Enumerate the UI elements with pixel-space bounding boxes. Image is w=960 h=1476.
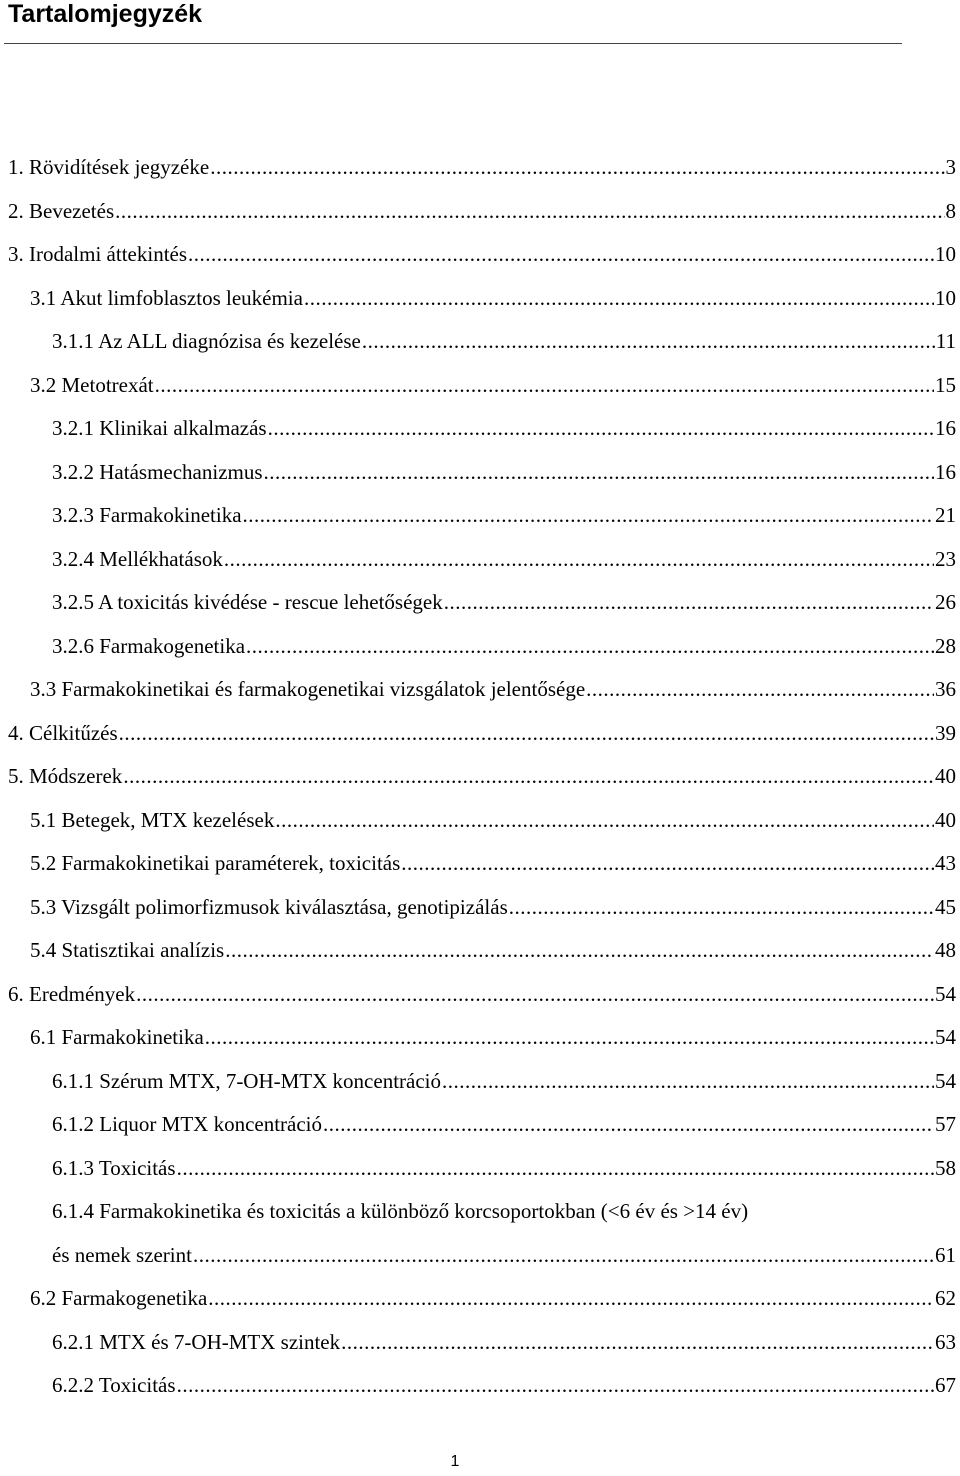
toc-entry-title: 6.2.1 MTX és 7-OH-MTX szintek: [52, 1329, 341, 1354]
toc-entry-page-number: 45: [935, 894, 956, 919]
toc-entry-page-number: 28: [935, 633, 956, 658]
toc-entry-page-number: 10: [935, 285, 956, 310]
toc-entry-page-number: 57: [935, 1112, 956, 1136]
toc-entry-title: 3.2.1 Klinikai alkalmazás: [52, 416, 267, 440]
toc-entry-title: 6.1.2 Liquor MTX koncentráció: [52, 1112, 323, 1136]
toc-dot-leader: [304, 277, 934, 321]
toc-dot-leader: [509, 886, 934, 930]
toc-entry-title: 3. Irodalmi áttekintés: [8, 242, 188, 266]
toc-entry[interactable]: [8, 233, 956, 277]
toc-entry-page-number: 54: [935, 1068, 956, 1093]
toc-entry-page-number: 67: [935, 1373, 956, 1397]
toc-entry[interactable]: [52, 625, 956, 669]
toc-entry[interactable]: [30, 1277, 956, 1321]
page-number: 1: [450, 1453, 460, 1470]
toc-entry-page-number: 16: [935, 416, 956, 440]
toc-entry[interactable]: [30, 668, 956, 712]
toc-entry-title: 6.1.4 Farmakokinetika és toxicitás a különböző korcsoportokban (<6 év és >14 év): [52, 1199, 749, 1223]
toc-entry[interactable]: [30, 364, 956, 408]
toc-heading: Tartalomjegyzék: [8, 0, 203, 28]
toc-dot-leader: [177, 1364, 934, 1408]
toc-entry-page-number: 15: [935, 372, 956, 397]
toc-entry[interactable]: [30, 929, 956, 973]
toc-entry-title: 6.2.2 Toxicitás: [52, 1373, 176, 1397]
toc-entry-title: 1. Rövidítések jegyzéke: [8, 155, 210, 179]
toc-entry[interactable]: [8, 146, 956, 190]
toc-dot-leader: [225, 929, 934, 973]
toc-entry-title: 3.2.5 A toxicitás kivédése - rescue lehetőségek: [52, 590, 443, 614]
toc-entry-title: 3.2.3 Farmakokinetika: [52, 503, 242, 527]
toc-entry-page-number: 10: [935, 242, 956, 266]
toc-dot-leader: [115, 190, 944, 234]
toc-entry-title: 3.2.6 Farmakogenetika: [52, 633, 246, 658]
toc-entry[interactable]: [52, 1190, 956, 1234]
toc-dot-leader: [136, 973, 934, 1017]
toc-entry-page-number: 8: [945, 198, 956, 223]
toc-entry[interactable]: [8, 712, 956, 756]
toc-entry-title: és nemek szerint: [52, 1242, 192, 1267]
toc-dot-leader: [586, 668, 934, 712]
toc-entry[interactable]: [8, 973, 956, 1017]
toc-dot-leader: [155, 364, 934, 408]
toc-dot-leader: [323, 1103, 934, 1147]
toc-entry-title: 3.2.4 Mellékhatások: [52, 546, 223, 571]
toc-entry[interactable]: [52, 538, 956, 582]
toc-dot-leader: [119, 712, 934, 756]
toc-entry[interactable]: [30, 1016, 956, 1060]
toc-entry-page-number: 39: [935, 720, 956, 745]
toc-entry-page-number: 63: [935, 1329, 956, 1354]
toc-dot-leader: [401, 842, 934, 886]
toc-entry-title: 6. Eredmények: [8, 981, 136, 1006]
toc-entry-title: 3.3 Farmakokinetikai és farmakogenetikai vizsgálatok jelentősége: [30, 677, 586, 701]
toc-entry[interactable]: [52, 407, 956, 451]
toc-dot-leader: [362, 320, 935, 364]
toc-dot-leader: [224, 538, 934, 582]
toc-entry-title: 6.2 Farmakogenetika: [30, 1286, 208, 1310]
toc-entry[interactable]: [52, 320, 956, 364]
toc-entry-page-number: 36: [935, 677, 956, 701]
toc-entry-page-number: 23: [935, 546, 956, 571]
toc-dot-leader: [188, 233, 934, 277]
toc-entry-page-number: 54: [935, 981, 956, 1006]
toc-entry[interactable]: [52, 1321, 956, 1365]
toc-entry[interactable]: [52, 581, 956, 625]
toc-entry[interactable]: [52, 451, 956, 495]
toc-entry-title: 3.2 Metotrexát: [30, 372, 154, 397]
toc-dot-leader: [208, 1277, 934, 1321]
toc-entry-page-number: 58: [935, 1155, 956, 1180]
toc-entry[interactable]: [30, 842, 956, 886]
toc-entry[interactable]: [52, 1234, 956, 1278]
toc-entry[interactable]: [52, 494, 956, 538]
toc-entry-page-number: 62: [935, 1286, 956, 1310]
toc-entry[interactable]: [30, 277, 956, 321]
toc-dot-leader: [442, 1060, 934, 1104]
toc-dot-leader: [268, 407, 934, 451]
toc-entry-page-number: 54: [935, 1025, 956, 1049]
toc-dot-leader: [341, 1321, 934, 1365]
heading-divider: [4, 43, 902, 44]
toc-entry[interactable]: [52, 1147, 956, 1191]
toc-entry-title: 5.4 Statisztikai analízis: [30, 938, 225, 962]
toc-entry-title: 6.1.3 Toxicitás: [52, 1155, 176, 1180]
toc-entry[interactable]: [30, 799, 956, 843]
toc-entry-page-number: 61: [935, 1242, 956, 1267]
toc-entry-page-number: 3: [945, 155, 956, 179]
toc-dot-leader: [205, 1016, 934, 1060]
toc-entry-title: 6.1.1 Szérum MTX, 7-OH-MTX koncentráció: [52, 1068, 441, 1093]
toc-entry-title: 3.1 Akut limfoblasztos leukémia: [30, 285, 303, 310]
toc-dot-leader: [246, 625, 934, 669]
toc-entry-page-number: 40: [935, 807, 956, 832]
toc-dot-leader: [444, 581, 934, 625]
toc-entry-page-number: 11: [935, 329, 956, 353]
toc-entry-page-number: 48: [935, 938, 956, 962]
toc-entry-title: 5.2 Farmakokinetikai paraméterek, toxicitás: [30, 851, 401, 875]
toc-entry[interactable]: [8, 190, 956, 234]
toc-dot-leader: [177, 1147, 934, 1191]
toc-entry-title: 5. Módszerek: [8, 764, 123, 788]
toc-entry-title: 2. Bevezetés: [8, 198, 115, 223]
toc-dot-leader: [243, 494, 934, 538]
toc-dot-leader: [275, 799, 934, 843]
toc-entry-page-number: 16: [935, 459, 956, 484]
toc-entry-title: 3.1.1 Az ALL diagnózisa és kezelése: [52, 329, 361, 353]
toc-entry[interactable]: [30, 886, 956, 930]
toc-entry-title: 4. Célkitűzés: [8, 720, 118, 745]
toc-entry[interactable]: [52, 1103, 956, 1147]
toc-entry[interactable]: [52, 1364, 956, 1408]
toc-entry-title: 6.1 Farmakokinetika: [30, 1025, 204, 1049]
toc-dot-leader: [123, 755, 934, 799]
toc-entry-page-number: 40: [935, 764, 956, 788]
toc-entry-title: 5.3 Vizsgált polimorfizmusok kiválasztása, genotipizálás: [30, 894, 508, 919]
toc-entry[interactable]: [8, 755, 956, 799]
toc-dot-leader: [264, 451, 934, 495]
toc-entry-page-number: 26: [935, 590, 956, 614]
toc-entry[interactable]: [52, 1060, 956, 1104]
toc-entry-title: 3.2.2 Hatásmechanizmus: [52, 459, 263, 484]
toc-entry-title: 5.1 Betegek, MTX kezelések: [30, 807, 275, 832]
toc-dot-leader: [210, 146, 944, 190]
toc-entry-page-number: 21: [935, 503, 956, 527]
toc-dot-leader: [193, 1234, 934, 1278]
toc-entry-page-number: 43: [935, 851, 956, 875]
